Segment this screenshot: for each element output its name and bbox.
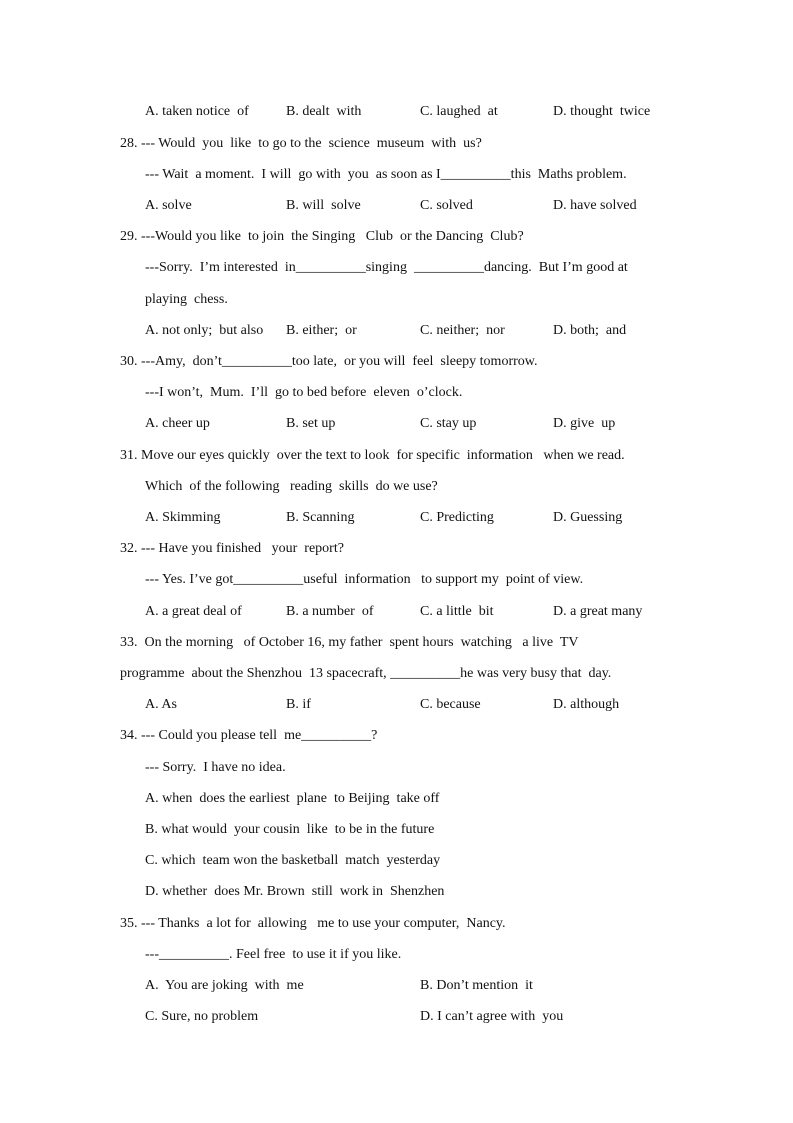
q32-option-b: B. a number of bbox=[286, 604, 374, 619]
q28-option-c: C. solved bbox=[420, 198, 473, 213]
q29-option-b: B. either; or bbox=[286, 323, 357, 338]
q33-option-c: C. because bbox=[420, 697, 481, 712]
q33-option-b: B. if bbox=[286, 697, 311, 712]
q27-option-b: B. dealt with bbox=[286, 104, 362, 119]
q31-option-a: A. Skimming bbox=[145, 510, 221, 525]
q30-option-d: D. give up bbox=[553, 416, 616, 431]
q35-option-c: C. Sure, no problem bbox=[145, 1009, 259, 1024]
q34-stem: 34. --- Could you please tell me__________? bbox=[120, 728, 378, 743]
q34-option-a: A. when does the earliest plane to Beijing take off bbox=[145, 791, 440, 806]
q31-option-d: D. Guessing bbox=[553, 510, 623, 525]
q29-reply-line2: playing chess. bbox=[145, 292, 228, 307]
q32-option-d: D. a great many bbox=[553, 604, 643, 619]
q35-option-b: B. Don’t mention it bbox=[420, 978, 533, 993]
q32-stem: 32. --- Have you finished your report? bbox=[120, 541, 344, 556]
q33-option-d: D. although bbox=[553, 697, 620, 712]
q28-stem: 28. --- Would you like to go to the science museum with us? bbox=[120, 136, 482, 151]
q28-option-a: A. solve bbox=[145, 198, 192, 213]
q32-reply: --- Yes. I’ve got__________useful information to support my point of view. bbox=[145, 572, 584, 587]
q27-option-a: A. taken notice of bbox=[145, 104, 249, 119]
q30-stem: 30. ---Amy, don’t__________too late, or you will feel sleepy tomorrow. bbox=[120, 354, 538, 369]
q35-stem: 35. --- Thanks a lot for allowing me to use your computer, Nancy. bbox=[120, 916, 506, 931]
q33-option-a: A. As bbox=[145, 697, 177, 712]
q28-reply: --- Wait a moment. I will go with you as soon as I__________this Maths problem. bbox=[145, 167, 627, 182]
q28-option-b: B. will solve bbox=[286, 198, 361, 213]
q33-stem: 33. On the morning of October 16, my father spent hours watching a live TV bbox=[120, 635, 579, 650]
q29-stem: 29. ---Would you like to join the Singing Club or the Dancing Club? bbox=[120, 229, 524, 244]
q30-option-b: B. set up bbox=[286, 416, 336, 431]
q28-option-d: D. have solved bbox=[553, 198, 637, 213]
q30-option-c: C. stay up bbox=[420, 416, 477, 431]
q29-option-d: D. both; and bbox=[553, 323, 627, 338]
q32-option-a: A. a great deal of bbox=[145, 604, 242, 619]
q31-option-b: B. Scanning bbox=[286, 510, 355, 525]
q34-reply: --- Sorry. I have no idea. bbox=[145, 760, 286, 775]
q33-stem-line2: programme about the Shenzhou 13 spacecraft, __________he was very busy that day. bbox=[120, 666, 612, 681]
q35-option-a: A. You are joking with me bbox=[145, 978, 304, 993]
q29-reply-line1: ---Sorry. I’m interested in__________singing __________dancing. But I’m good at bbox=[145, 260, 628, 275]
q32-option-c: C. a little bit bbox=[420, 604, 494, 619]
q31-stem-line2: Which of the following reading skills do we use? bbox=[145, 479, 438, 494]
q30-option-a: A. cheer up bbox=[145, 416, 210, 431]
q34-option-c: C. which team won the basketball match yesterday bbox=[145, 853, 441, 868]
q29-option-c: C. neither; nor bbox=[420, 323, 505, 338]
q34-option-b: B. what would your cousin like to be in the future bbox=[145, 822, 435, 837]
q31-stem: 31. Move our eyes quickly over the text to look for specific information when we read. bbox=[120, 448, 625, 463]
q35-option-d: D. I can’t agree with you bbox=[420, 1009, 564, 1024]
q35-reply: ---__________. Feel free to use it if you like. bbox=[145, 947, 402, 962]
q29-option-a: A. not only; but also bbox=[145, 323, 264, 338]
q31-option-c: C. Predicting bbox=[420, 510, 494, 525]
q30-reply: ---I won’t, Mum. I’ll go to bed before eleven o’clock. bbox=[145, 385, 463, 400]
q27-option-c: C. laughed at bbox=[420, 104, 498, 119]
q27-option-d: D. thought twice bbox=[553, 104, 651, 119]
q34-option-d: D. whether does Mr. Brown still work in Shenzhen bbox=[145, 884, 445, 899]
